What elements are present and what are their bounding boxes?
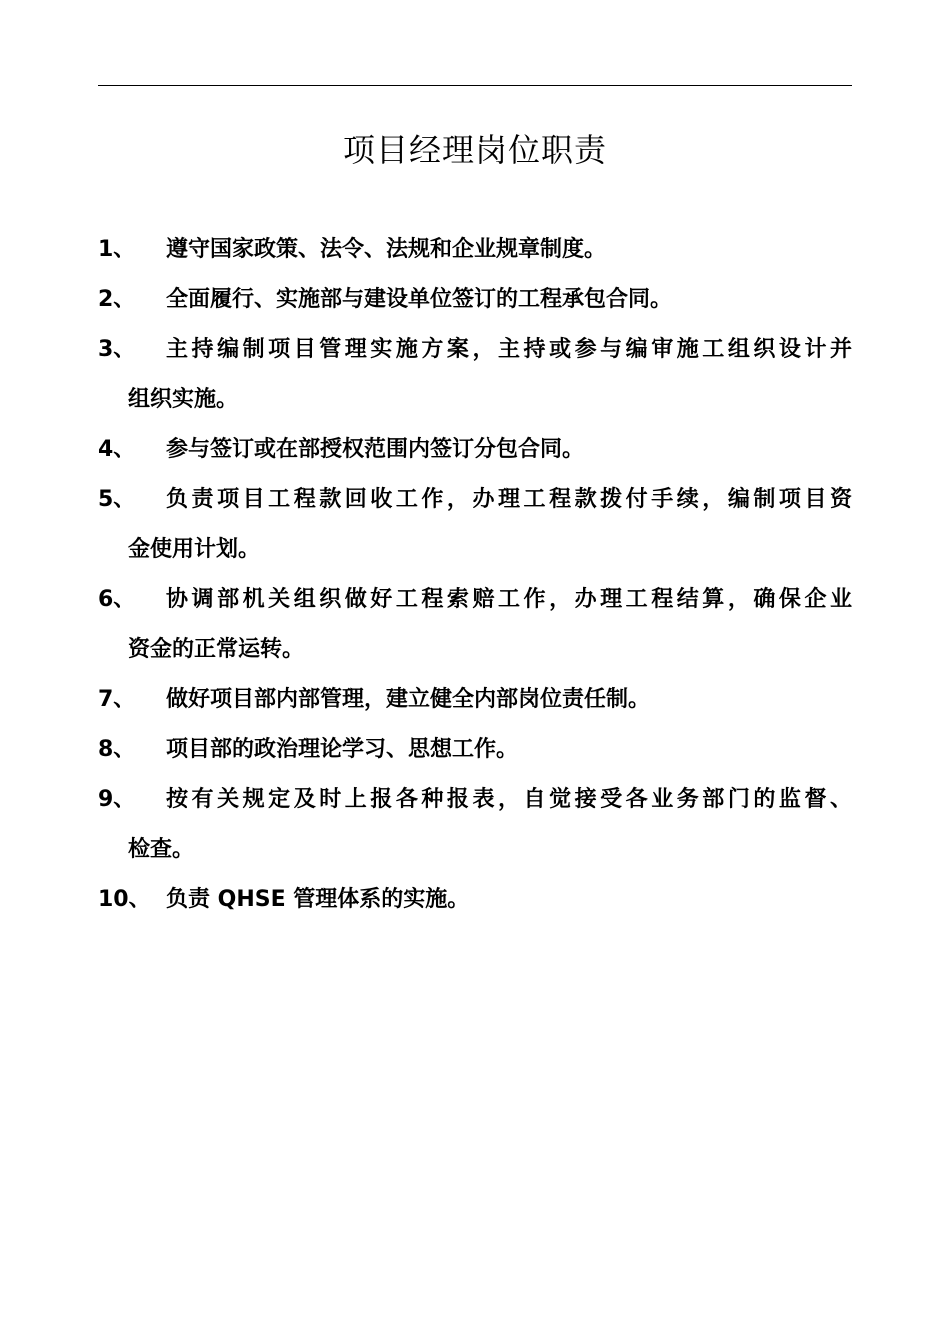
page-title: 项目经理岗位职责 <box>342 131 607 169</box>
list-item <box>98 575 852 675</box>
list-item <box>98 425 852 475</box>
item-text-continued: 组织实施。 <box>128 387 239 412</box>
list-item <box>98 775 852 875</box>
item-text: 主持编制项目管理实施方案，主持或参与编审施工组织设计并 <box>166 337 852 362</box>
duty-list <box>98 225 852 925</box>
item-number: 2、 <box>98 287 136 312</box>
item-number: 9、 <box>98 787 136 812</box>
item-number: 4、 <box>98 437 136 462</box>
item-number: 3、 <box>98 337 136 362</box>
item-number: 8、 <box>98 737 136 762</box>
item-text: 参与签订或在部授权范围内签订分包合同。 <box>166 437 585 462</box>
list-item <box>98 725 852 775</box>
item-text: 协调部机关组织做好工程索赔工作，办理工程结算，确保企业 <box>166 587 852 612</box>
item-text: 项目部的政治理论学习、思想工作。 <box>166 737 519 762</box>
item-text-continued: 检查。 <box>128 837 195 862</box>
item-number: 1、 <box>98 237 136 262</box>
item-text: 负责 QHSE 管理体系的实施。 <box>166 887 470 912</box>
item-text: 按有关规定及时上报各种报表，自觉接受各业务部门的监督、 <box>166 787 852 812</box>
list-item <box>98 675 852 725</box>
list-item <box>98 325 852 425</box>
item-text-continued: 资金的正常运转。 <box>128 637 305 662</box>
item-number: 7、 <box>98 687 136 712</box>
item-number: 5、 <box>98 487 136 512</box>
item-text: 全面履行、实施部与建设单位签订的工程承包合同。 <box>166 287 673 312</box>
item-number: 6、 <box>98 587 136 612</box>
list-item <box>98 275 852 325</box>
item-text: 做好项目部内部管理，建立健全内部岗位责任制。 <box>166 687 651 712</box>
item-text-continued: 金使用计划。 <box>128 537 261 562</box>
list-item <box>98 475 852 575</box>
header-rule <box>98 85 852 86</box>
list-item <box>98 225 852 275</box>
item-number: 10、 <box>98 887 151 912</box>
item-text: 负责项目工程款回收工作，办理工程款拨付手续，编制项目资 <box>166 487 852 512</box>
item-text: 遵守国家政策、法令、法规和企业规章制度。 <box>166 237 607 262</box>
list-item <box>98 875 852 925</box>
